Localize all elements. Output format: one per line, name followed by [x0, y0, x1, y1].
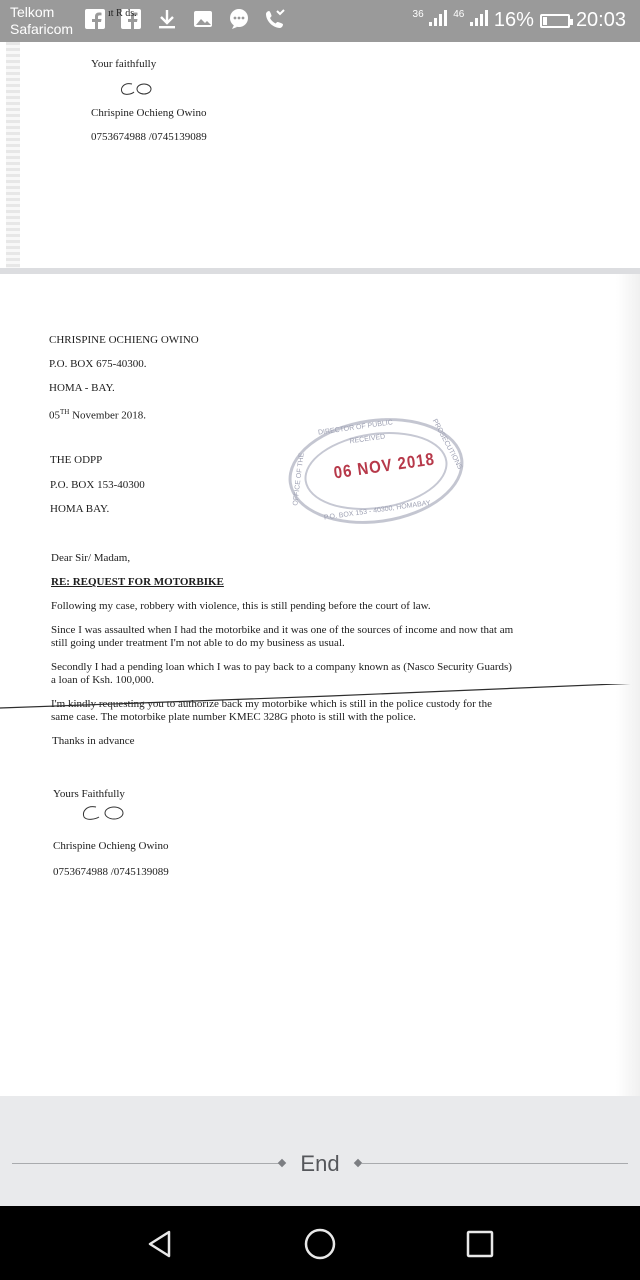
paragraph-4-line-2: same case. The motorbike plate number KMEC 328G photo is still with the police.: [51, 711, 416, 723]
stamp-date: 06 NOV 2018: [332, 449, 437, 484]
recipient-name: THE ODPP: [50, 454, 103, 466]
missed-call-icon: [264, 8, 286, 30]
paragraph-3-line-2: a loan of Ksh. 100,000.: [51, 674, 154, 686]
received-stamp: [282, 407, 471, 534]
stamp-left-text: OFFICE OF THE: [292, 452, 306, 507]
end-line-right: [362, 1163, 628, 1164]
home-button[interactable]: [302, 1226, 338, 1262]
thanks-line: Thanks in advance: [52, 735, 135, 747]
closing: Yours Faithfully: [53, 788, 125, 800]
recents-button[interactable]: [462, 1226, 498, 1262]
network-indicator-2: 46: [453, 9, 488, 32]
document-page-previous: [0, 42, 640, 268]
signer-name: Chrispine Ochieng Owino: [91, 107, 207, 119]
paragraph-2-line-2: still going under treatment I'm not able to do my business as usual.: [51, 637, 345, 649]
stamp-received-text: RECEIVED: [349, 433, 386, 446]
paragraph-4-line-1: I'm kindly requesting you to authorize back my motorbike which is still in the police custody for the: [51, 698, 492, 710]
download-icon: [156, 8, 178, 30]
closing: Your faithfully: [91, 58, 157, 70]
back-triangle-icon: [145, 1229, 175, 1259]
carrier-1: Telkom: [10, 4, 55, 20]
stamp-right-text: PROSECUTIONS: [430, 417, 464, 471]
network-indicator-1: 36: [413, 9, 448, 32]
clock: 20:03: [575, 9, 626, 31]
subject-line: RE: REQUEST FOR MOTORBIKE: [51, 576, 224, 588]
paper-fold-line: [0, 684, 640, 714]
paragraph-2-line-1: Since I was assaulted when I had the motorbike and it was one of the sources of income and now that am: [51, 624, 514, 636]
signature: [118, 80, 158, 98]
letter-date: 05TH November 2018.: [49, 408, 147, 422]
carrier-2: Safaricom: [10, 21, 74, 37]
battery-icon: [540, 14, 570, 28]
signer-phones: 0753674988 /0745139089: [91, 131, 207, 143]
notification-peek-text: ıt R ds.: [108, 8, 137, 19]
salutation: Dear Sir/ Madam,: [51, 552, 131, 564]
sender-box: P.O. BOX 675-40300.: [49, 358, 147, 370]
recipient-box: P.O. BOX 153-40300: [50, 479, 145, 491]
home-circle-icon: [303, 1227, 337, 1261]
recents-square-icon: [465, 1229, 495, 1259]
recipient-town: HOMA BAY.: [50, 503, 110, 515]
paragraph-3-line-1: Secondly I had a pending loan which I was to pay back to a company known as (Nasco Security Guards): [51, 661, 512, 673]
message-icon: [228, 8, 250, 30]
end-of-document-marker: [0, 1096, 640, 1206]
signal-icon: [470, 10, 488, 26]
facebook-icon: [84, 8, 106, 30]
back-button[interactable]: [142, 1226, 178, 1262]
scan-edge: [6, 42, 20, 268]
stamp-top-text: DIRECTOR OF PUBLIC: [317, 419, 394, 437]
signature: [80, 802, 130, 824]
paragraph-1: Following my case, robbery with violence, this is still pending before the court of law.: [51, 600, 431, 612]
document-page: [0, 274, 640, 1096]
signer-phones: 0753674988 /0745139089: [53, 866, 169, 878]
signer-name: Chrispine Ochieng Owino: [53, 840, 169, 852]
battery-percent: 16%: [493, 9, 534, 31]
sender-name: CHRISPINE OCHIENG OWINO: [49, 334, 199, 346]
signal-icon: [429, 10, 447, 26]
status-right: [413, 9, 626, 32]
sender-town: HOMA - BAY.: [49, 382, 115, 394]
navigation-bar: [0, 1206, 640, 1280]
carrier-names: [10, 4, 73, 38]
image-icon: [192, 8, 214, 30]
status-bar: [0, 0, 640, 42]
battery-level: [543, 17, 547, 25]
stamp-bottom-text: P.O. BOX 153 - 40300, HOMABAY: [323, 499, 432, 522]
end-label: End: [300, 1151, 340, 1176]
